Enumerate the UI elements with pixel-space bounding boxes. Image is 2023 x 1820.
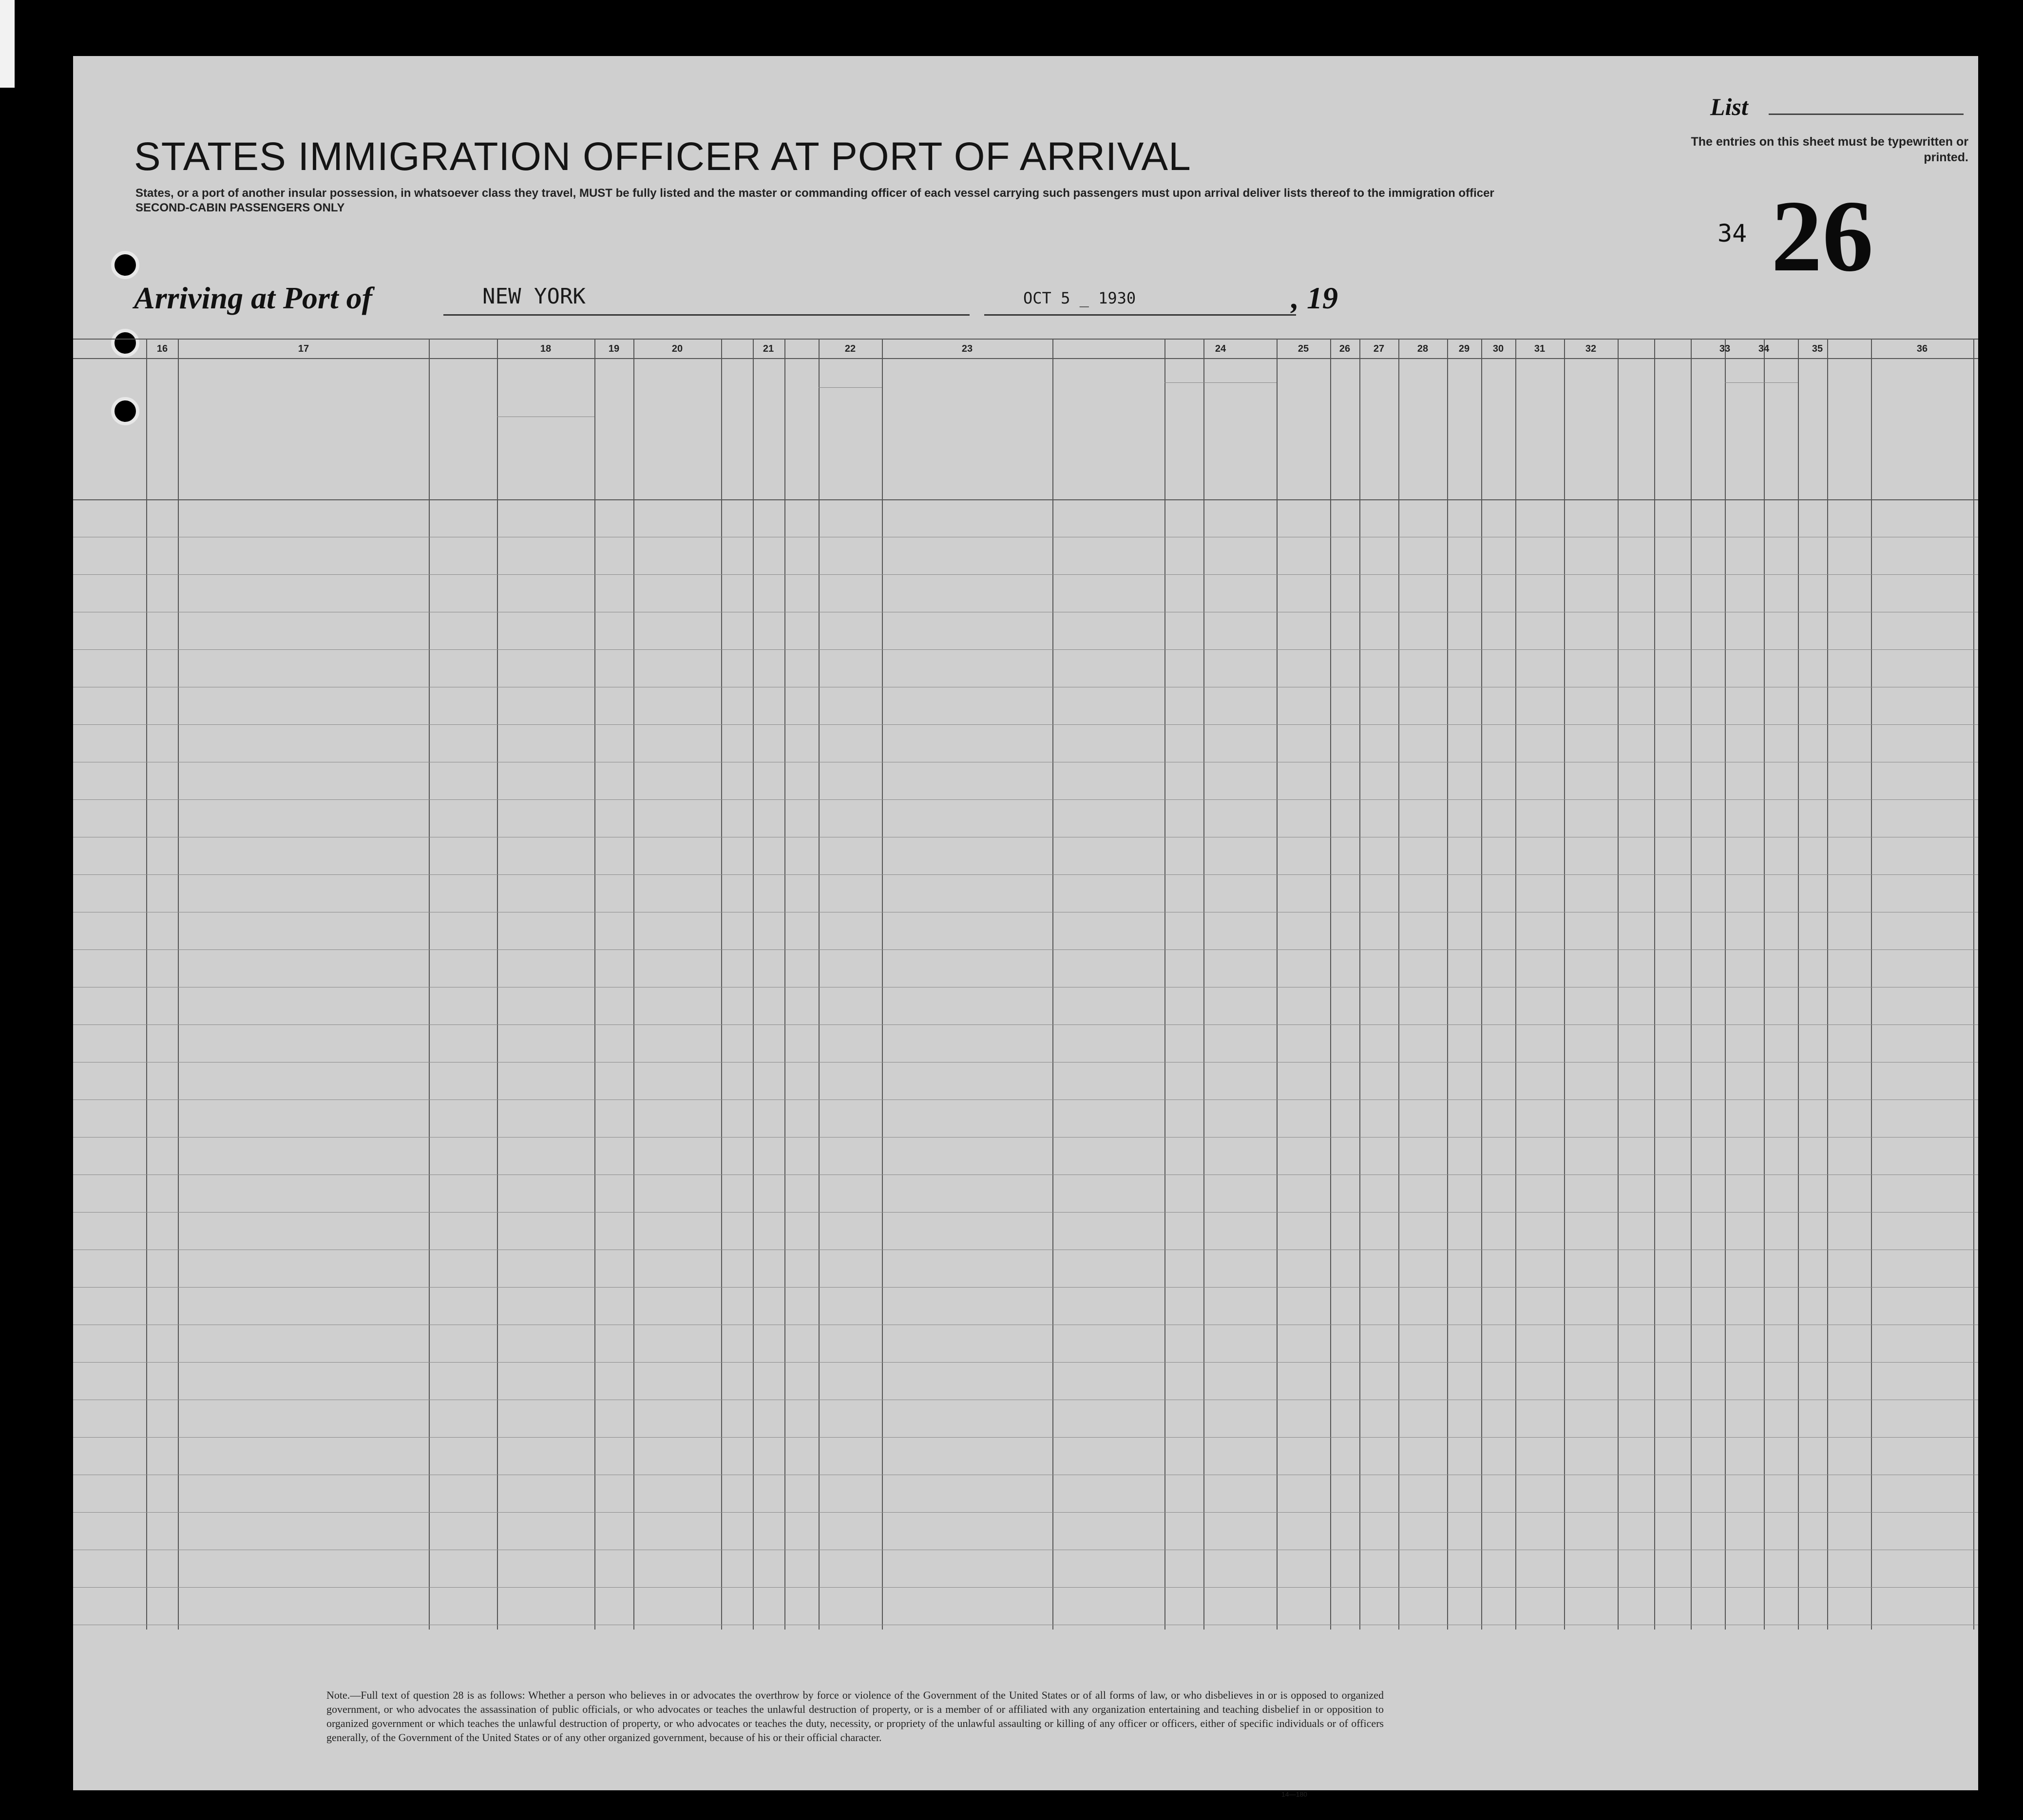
column-number: 29 xyxy=(1458,343,1470,354)
list-line xyxy=(1769,114,1964,115)
arriving-label: Arriving at Port of xyxy=(134,281,372,315)
column-number: 20 xyxy=(671,343,683,354)
column-rule xyxy=(594,339,595,1630)
column-rule xyxy=(1764,339,1765,1630)
column-rule xyxy=(1725,339,1726,1630)
column-rule xyxy=(1564,339,1565,1630)
date-line xyxy=(984,314,1296,316)
column-rule xyxy=(497,339,498,1630)
row-rule xyxy=(73,649,1978,650)
manifest-sheet xyxy=(73,56,1978,1798)
row-rule xyxy=(73,724,1978,725)
column-number: 21 xyxy=(763,343,774,354)
column-rule xyxy=(1277,339,1278,1630)
row-rule xyxy=(73,1362,1978,1363)
list-label: List xyxy=(1710,93,1748,120)
column-rule xyxy=(178,339,179,1630)
sheet-number: 34 xyxy=(1718,219,1747,247)
row-rule xyxy=(73,874,1978,875)
column-rule xyxy=(633,339,634,1630)
manifest-table xyxy=(73,339,1978,1630)
column-rule xyxy=(819,339,820,1630)
column-number: 35 xyxy=(1812,343,1823,354)
column-number: 24 xyxy=(1215,343,1226,354)
column-number: 25 xyxy=(1298,343,1309,354)
form-subtitle: States, or a port of another insular possession, in whatsoever class they travel, MUST be fully listed and the master or commanding officer of each vessel carrying such passengers must upon arrival deliver lists thereof to the immigration officer xyxy=(135,187,1494,200)
row-rule xyxy=(73,1137,1978,1138)
column-number: 17 xyxy=(298,343,309,354)
column-rule xyxy=(784,339,785,1630)
year-prefix: , 19 xyxy=(1291,281,1338,315)
form-code: 14—180 xyxy=(1281,1790,1307,1798)
column-number: 22 xyxy=(844,343,856,354)
column-rule xyxy=(1618,339,1619,1630)
row-rule xyxy=(73,1024,1978,1025)
column-rule xyxy=(721,339,722,1630)
form-title: STATES IMMIGRATION OFFICER AT PORT OF ARRIVAL xyxy=(134,134,1191,179)
column-rule xyxy=(1515,339,1516,1630)
subheader-rule xyxy=(1164,382,1277,383)
column-number: 32 xyxy=(1585,343,1597,354)
column-rule xyxy=(1164,339,1165,1630)
column-number: 19 xyxy=(608,343,620,354)
column-number: 26 xyxy=(1339,343,1351,354)
footnote-question-28: Note.—Full text of question 28 is as follows: Whether a person who believes in or advocates the overthrow by force or violence of the Government of the United States or of all forms of law, or who disbelieves in or is opposed to organized government, or who advocates the assassination of public officials, or who advocates or teaches the unlawful destruction of property, or is a member of or affiliated with any organization entertaining and teaching disbelief in or opposition to organized government or which teaches the unlawful destruction of property, or who advocates or teaches the duty, necessity, or propriety of the unlawful assaulting or killing of any officer or officers, either of specific individuals or of officers generally, of the Government of the United States or of any other organized government, because of his or their official character. xyxy=(326,1689,1384,1744)
row-rule xyxy=(73,1512,1978,1513)
film-edge-mark xyxy=(0,0,15,88)
column-number: 23 xyxy=(961,343,973,354)
arrival-date: OCT 5 _ 1930 xyxy=(1023,289,1136,307)
row-rule xyxy=(73,574,1978,575)
column-number: 30 xyxy=(1492,343,1504,354)
column-rule xyxy=(429,339,430,1630)
row-rule xyxy=(73,1437,1978,1438)
column-rule xyxy=(1447,339,1448,1630)
column-rule xyxy=(146,339,147,1630)
port-value: NEW YORK xyxy=(482,284,586,309)
column-number: 34 xyxy=(1758,343,1770,354)
subheader-rule xyxy=(1725,382,1798,383)
header-top-rule xyxy=(73,339,1978,340)
column-number: 18 xyxy=(540,343,552,354)
subheader-rule xyxy=(819,387,882,388)
column-rule xyxy=(1798,339,1799,1630)
column-rule xyxy=(1973,339,1974,1630)
binder-hole xyxy=(111,251,139,279)
row-rule xyxy=(73,799,1978,800)
column-rule xyxy=(1691,339,1692,1630)
form-class: SECOND-CABIN PASSENGERS ONLY xyxy=(135,201,345,214)
column-number: 28 xyxy=(1417,343,1429,354)
page-number-stamp: 26 xyxy=(1771,180,1873,293)
column-rule xyxy=(1330,339,1331,1630)
column-number: 27 xyxy=(1373,343,1385,354)
typewritten-note: The entries on this sheet must be typewritten or printed. xyxy=(1691,135,1968,164)
port-line xyxy=(443,314,970,316)
column-number: 33 xyxy=(1719,343,1731,354)
column-number: 16 xyxy=(156,343,168,354)
row-rule xyxy=(73,1287,1978,1288)
column-rule xyxy=(753,339,754,1630)
column-number: 31 xyxy=(1534,343,1546,354)
column-number-rule xyxy=(73,358,1978,359)
column-rule xyxy=(1827,339,1828,1630)
column-rule xyxy=(1359,339,1360,1630)
column-rule xyxy=(1654,339,1655,1630)
column-rule xyxy=(1481,339,1482,1630)
header-bottom-rule xyxy=(73,499,1978,500)
column-rule xyxy=(1398,339,1399,1630)
column-rule xyxy=(882,339,883,1630)
row-rule xyxy=(73,1587,1978,1588)
row-rule xyxy=(73,1212,1978,1213)
column-number: 36 xyxy=(1916,343,1928,354)
column-rule xyxy=(1871,339,1872,1630)
row-rule xyxy=(73,949,1978,950)
column-rule xyxy=(1052,339,1053,1630)
column-rule xyxy=(1203,339,1204,1630)
